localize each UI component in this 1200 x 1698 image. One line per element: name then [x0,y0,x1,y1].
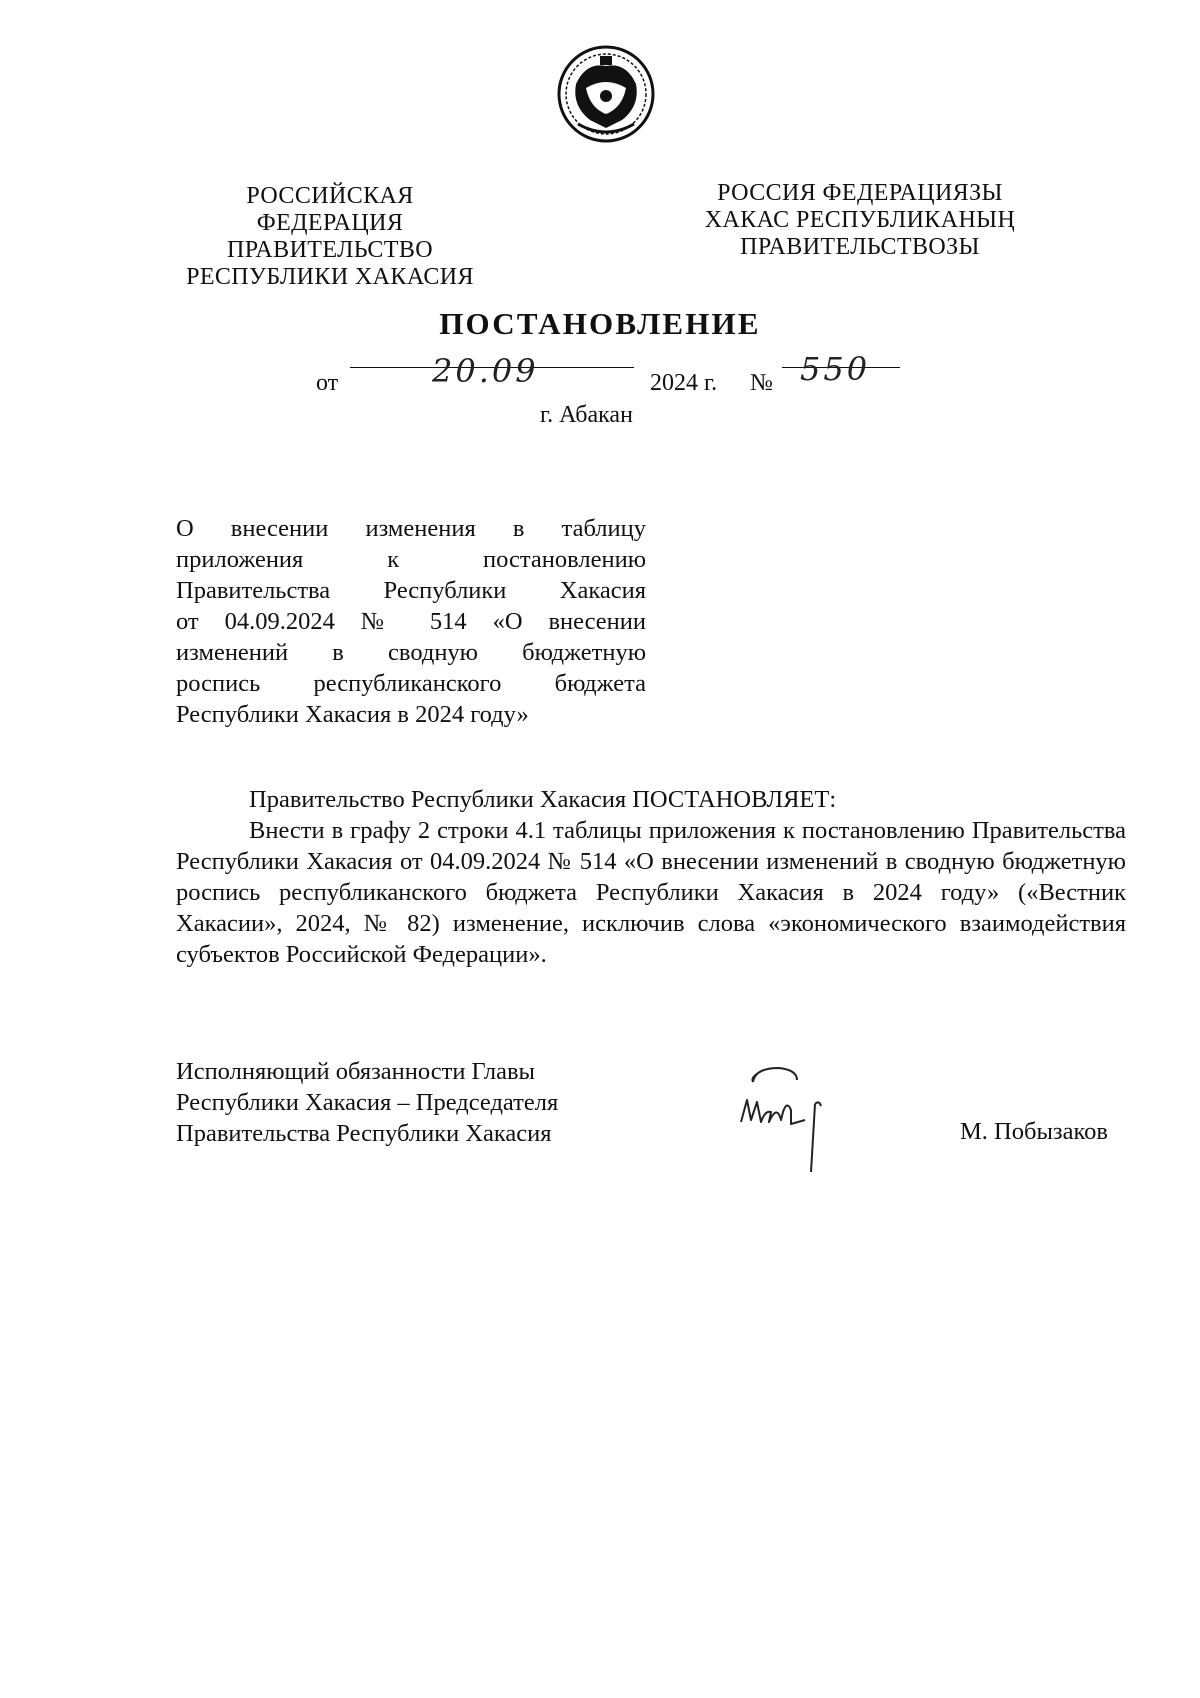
subject-line: Правительства Республики Хакасия [176,577,646,604]
document-title: ПОСТАНОВЛЕНИЕ [439,306,761,341]
date-prefix: от [316,370,339,396]
date-year: 2024 г. [650,370,718,396]
header-left-line-2: ПРАВИТЕЛЬСТВО [227,237,433,263]
header-left [170,183,490,291]
subject-line: от 04.09.2024 № 514 «О внесении [176,608,646,635]
position-line: Республики Хакасия – Председателя [176,1089,559,1116]
subject-line: приложения к постановлению [176,546,646,573]
body-text [176,784,1126,970]
subject-line: Республики Хакасия в 2024 году» [176,701,529,728]
signatory-name: М. Побызаков [960,1118,1108,1145]
subject-line: изменений в сводную бюджетную [176,639,646,666]
subject-line: роспись республиканского бюджета [176,670,646,697]
handwritten-date: 20.09 [432,352,539,390]
number-label: № [750,370,773,396]
coat-of-arms-icon [556,44,656,144]
city: г. Абакан [540,402,633,428]
position-line: Исполняющий обязанности Главы [176,1058,536,1085]
handwritten-signature [735,1060,845,1180]
header-left-line-3: РЕСПУБЛИКИ ХАКАСИЯ [186,264,474,290]
body-paragraph: Внести в графу 2 строки 4.1 таблицы приложения к постановлению Правительства Республики Хакасия от 04.09.2024 № 514 «О внесении изменений в сводную бюджетную роспись республиканского бюджета Республики Хакасия в 2024 году» («Вестник Хакасии», 2024, № 82) изменение, исключив слова «экономического взаимодействия субъектов Российской Федерации». [176,817,1126,968]
header-right [690,180,1030,261]
header-left-line-1: РОССИЙСКАЯ ФЕДЕРАЦИЯ [246,183,414,236]
signatory-position [176,1056,636,1149]
handwritten-number: 550 [800,350,871,388]
position-line: Правительства Республики Хакасия [176,1120,552,1147]
header-right-line-1: РОССИЯ ФЕДЕРАЦИЯЗЫ [717,180,1003,206]
subject-line: О внесении изменения в таблицу [176,515,646,542]
header-right-line-2: ХАКАС РЕСПУБЛИКАНЫҢ [704,207,1016,233]
subject-block [176,513,646,730]
preamble: Правительство Республики Хакасия ПОСТАНОВЛЯЕТ: [249,786,837,813]
header-right-line-3: ПРАВИТЕЛЬСТВОЗЫ [740,234,980,260]
